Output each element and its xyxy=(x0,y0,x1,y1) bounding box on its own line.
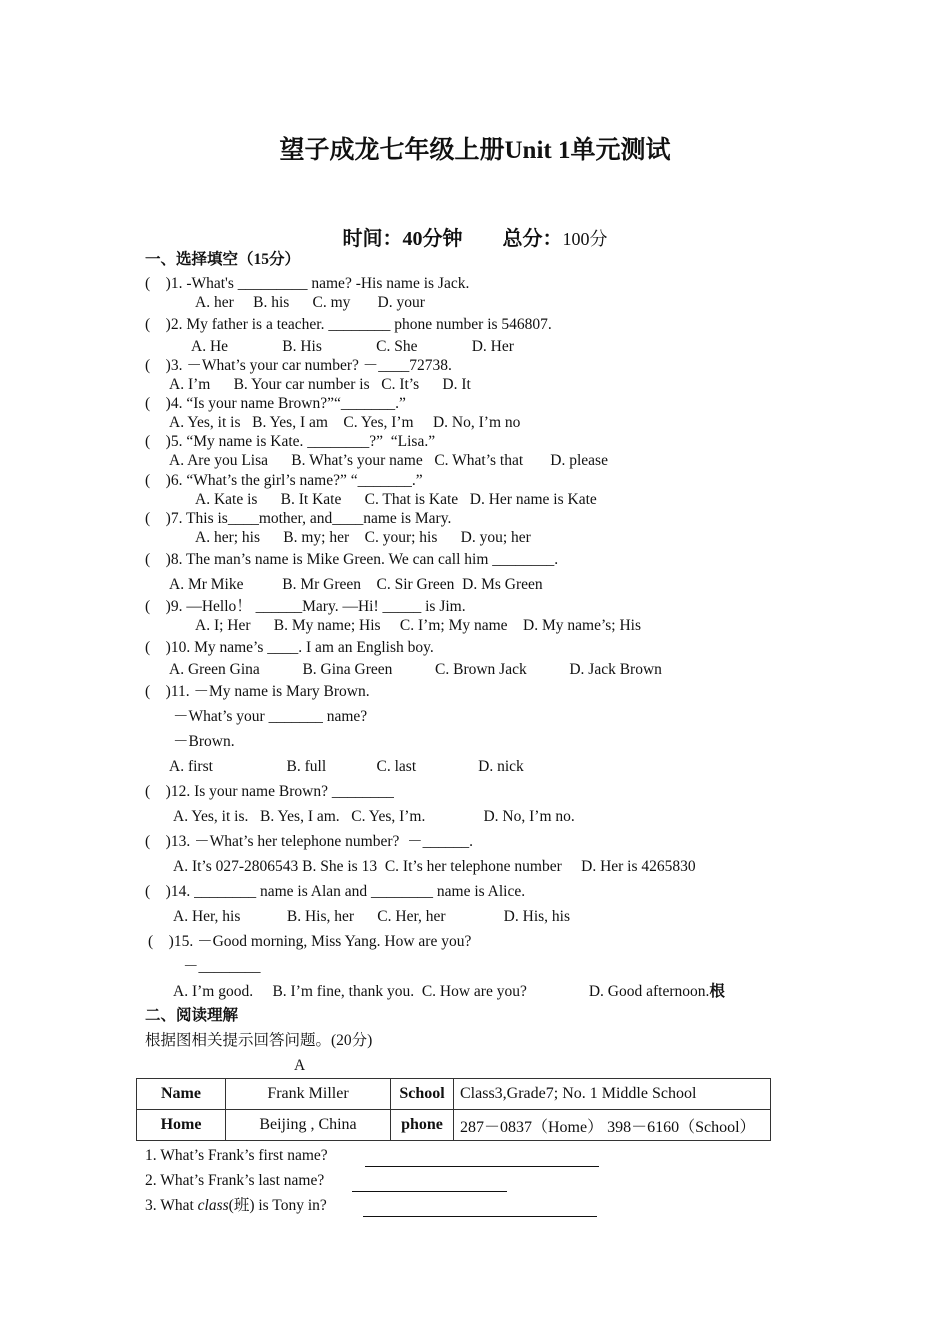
table-header-cell: Name xyxy=(137,1079,226,1110)
exam-info xyxy=(0,222,950,251)
question-line: ( )1. -What's _________ name? -His name is Jack. xyxy=(145,275,470,292)
table-cell: Frank Miller xyxy=(226,1079,391,1110)
question-italic-word: class xyxy=(197,1197,229,1214)
question-line: ( )15. －Good morning, Miss Yang. How are you? xyxy=(148,933,472,950)
option-line: A. It’s 027-2806543 B. She is 13 C. It’s her telephone number D. Her is 4265830 xyxy=(173,858,696,875)
page-title: 望子成龙七年级上册Unit 1单元测试 xyxy=(279,137,671,164)
dialogue-line: －________ xyxy=(183,958,261,975)
dialogue-line: －What’s your _______ name? xyxy=(173,708,368,725)
question-text: 3. What xyxy=(145,1197,198,1214)
reading-question xyxy=(145,1196,327,1216)
score-label: 总分： xyxy=(502,228,563,250)
table-cell: Class3,Grade7; No. 1 Middle School xyxy=(454,1079,771,1110)
option-line: A. He B. His C. She D. Her xyxy=(191,338,514,355)
question-line: ( )8. The man’s name is Mike Green. We can call him ________. xyxy=(145,551,559,568)
section1-heading: 一、选择填空（15分） xyxy=(145,251,301,268)
section2-heading: 二、阅读理解 xyxy=(145,1007,239,1024)
question-line: ( )3. －What’s your car number? －____72738. xyxy=(145,357,452,374)
score-value: 100分 xyxy=(562,229,608,249)
question-line: ( )11. －My name is Mary Brown. xyxy=(145,683,370,700)
answer-line[interactable] xyxy=(352,1177,507,1198)
table-cell: 287－0837（Home） 398－6160（School） xyxy=(454,1110,771,1141)
question-text: 2. What’s Frank’s last name? xyxy=(145,1172,325,1189)
reading-question xyxy=(145,1171,324,1191)
table-row xyxy=(137,1079,771,1110)
table-cell: Beijing , China xyxy=(226,1110,391,1141)
option-line: A. her; his B. my; her C. your; his D. you; her xyxy=(195,529,531,546)
section2-instruction: 根据图相关提示回答问题。(20分) xyxy=(145,1032,373,1049)
option-line: A. Yes, it is. B. Yes, I am. C. Yes, I’m. D. No, I’m no. xyxy=(173,808,575,825)
question-line: ( )2. My father is a teacher. ________ phone number is 546807. xyxy=(145,316,552,333)
question-line: ( )14. ________ name is Alan and ________ name is Alice. xyxy=(145,883,526,900)
question-line: ( )12. Is your name Brown? ________ xyxy=(145,783,394,800)
question-line: ( )13. －What’s her telephone number? －______. xyxy=(145,833,473,850)
option-line: A. Kate is B. It Kate C. That is Kate D. Her name is Kate xyxy=(195,491,597,508)
option-line xyxy=(173,982,725,1002)
question-line: ( )10. My name’s ____. I am an English boy. xyxy=(145,639,434,656)
question-line: ( )5. “My name is Kate. ________?” “Lisa.” xyxy=(145,433,436,450)
option-line: A. Her, his B. His, her C. Her, her D. His, his xyxy=(173,908,570,925)
question-line: ( )4. “Is your name Brown?”“_______.” xyxy=(145,395,406,412)
trailing-bold-char: 根 xyxy=(709,983,725,1000)
info-table xyxy=(136,1078,771,1141)
table-row xyxy=(137,1110,771,1141)
question-text-rest: (班) is Tony in? xyxy=(228,1197,327,1214)
question-text: 1. What’s Frank’s first name? xyxy=(145,1147,328,1164)
reading-question xyxy=(145,1146,328,1166)
time-label: 时间：40分钟 xyxy=(342,228,463,250)
option-line: A. first B. full C. last D. nick xyxy=(169,758,524,775)
option-line: A. her B. his C. my D. your xyxy=(195,294,425,311)
question-line: ( )6. “What’s the girl’s name?” “_______.” xyxy=(145,472,423,489)
question-line: ( )7. This is____mother, and____name is Mary. xyxy=(145,510,452,527)
option-line: A. I’m B. Your car number is C. It’s D. It xyxy=(169,376,471,393)
answer-line[interactable] xyxy=(363,1202,597,1223)
table-header-cell: phone xyxy=(391,1110,454,1141)
option-text: A. I’m good. B. I’m fine, thank you. C. How are you? D. Good afternoon. xyxy=(173,983,710,1000)
dialogue-line: －Brown. xyxy=(173,733,235,750)
option-line: A. Mr Mike B. Mr Green C. Sir Green D. Ms Green xyxy=(169,576,543,593)
option-line: A. Are you Lisa B. What’s your name C. What’s that D. please xyxy=(169,452,608,469)
table-header-cell: Home xyxy=(137,1110,226,1141)
table-header-cell: School xyxy=(391,1079,454,1110)
passage-label: A xyxy=(294,1057,306,1074)
option-line: A. I; Her B. My name; His C. I’m; My name D. My name’s; His xyxy=(195,617,642,634)
option-line: A. Yes, it is B. Yes, I am C. Yes, I’m D. No, I’m no xyxy=(169,414,521,431)
question-line: ( )9. —Hello！ ______Mary. —Hi! _____ is Jim. xyxy=(145,598,466,615)
option-line: A. Green Gina B. Gina Green C. Brown Jack D. Jack Brown xyxy=(169,661,662,678)
answer-line[interactable] xyxy=(365,1152,599,1173)
